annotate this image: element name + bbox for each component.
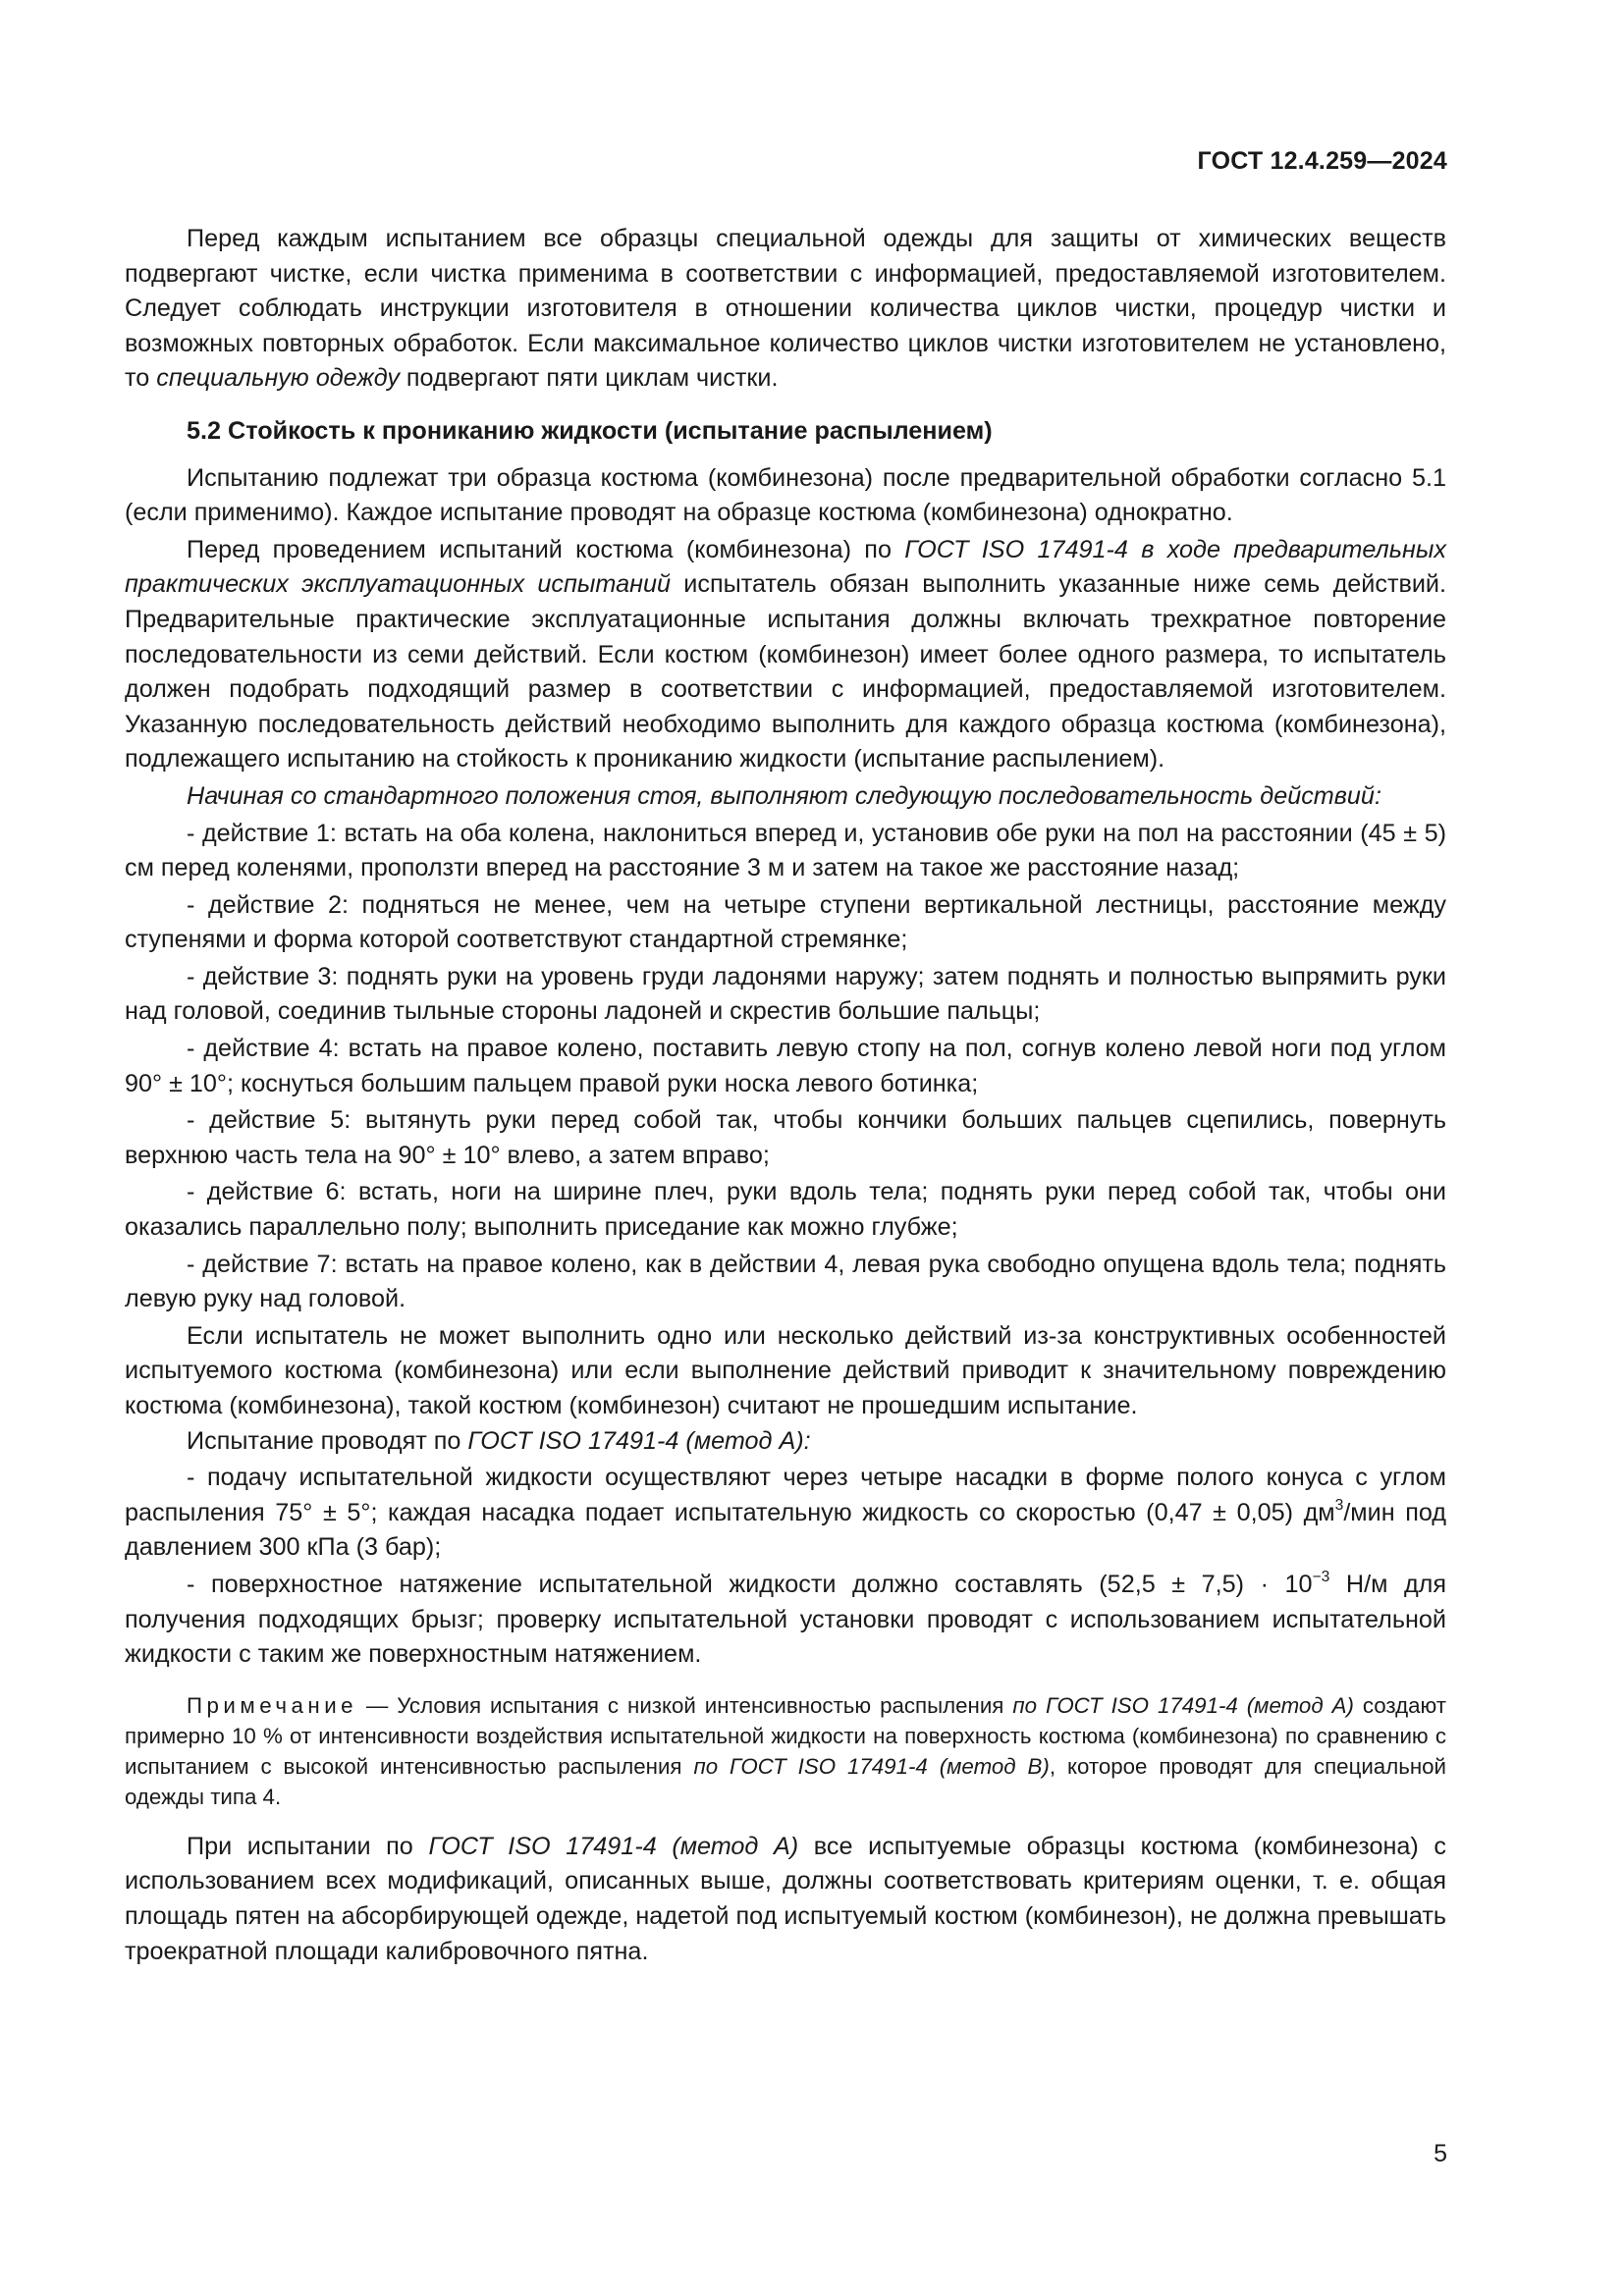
- list-item-action-7: - действие 7: встать на правое колено, как в действии 4, левая рука свободно опущена вдоль тела; поднять левую руку над головой.: [125, 1250, 1446, 1313]
- list-item-action-5: - действие 5: вытянуть руки перед собой так, чтобы кончики больших пальцев сцепились, повернуть верхнюю часть тела на 90° ± 10° влево, а затем вправо;: [125, 1106, 1446, 1169]
- note-block: Примечание — Условия испытания с низкой интенсивностью распыления по ГОСТ ISO 17491-4 (метод А) создают примерно 10 % от интенсивности воздействия испытательной жидкости на поверхность костюма (комбинезона) по сравнению с испытанием с высокой интенсивностью распыления по ГОСТ ISO 17491-4 (метод В), которое проводят для специальной одежды типа 4.: [125, 1692, 1446, 1809]
- list-item-condition-1: - подачу испытательной жидкости осуществляют через четыре насадки в форме полого конуса с углом распыления 75° ± 5°; каждая насадка подает испытательную жидкость со скоростью (0,47 ± 0,05) $дм^3$/мин под давлением 300 кПа (3 бар);: [125, 1464, 1446, 1562]
- paragraph-method: Испытание проводят по ГОСТ ISO 17491-4 (метод А):: [187, 1426, 811, 1455]
- paragraph-criteria: При испытании по ГОСТ ISO 17491-4 (метод А) все испытуемые образцы костюма (комбинезона) с использованием всех модификаций, описанных выше, должны соответствовать критериям оценки, т. е. общая площадь пятен на абсорбирующей одежде, надетой под испытуемый костюм (комбинезон), не должна превышать троекратной площади калибровочного пятна.: [125, 1832, 1446, 1965]
- paragraph-samples: Испытанию подлежат три образца костюма (комбинезона) после предварительной обработки согласно 5.1 (если применимо). Каждое испытание проводят на образце костюма (комбинезона) однократно.: [125, 463, 1446, 527]
- list-item-action-2: - действие 2: подняться не менее, чем на четыре ступени вертикальной лестницы, расстояние между ступенями и форма которой соответствуют стандартной стремянке;: [125, 890, 1446, 954]
- list-item-action-1: - действие 1: встать на оба колена, наклониться вперед и, установив обе руки на пол на расстоянии (45 ± 5) см перед коленями, проползти вперед на расстояние 3 м и затем на такое же расстояние назад;: [125, 819, 1446, 882]
- paragraph-sequence-intro: Начиная со стандартного положения стоя, выполняют следующую последовательность действий:: [187, 781, 1381, 810]
- document-header: ГОСТ 12.4.259—2024: [1197, 147, 1447, 175]
- note-label: Примечание: [187, 1692, 358, 1718]
- section-heading: 5.2 Стойкость к прониканию жидкости (испытание распылением): [187, 416, 993, 445]
- document-body: [125, 222, 1446, 1969]
- page-number: 5: [1434, 2140, 1447, 2167]
- list-item-action-3: - действие 3: поднять руки на уровень груди ладонями наружу; затем поднять и полностью выпрямить руки над головой, соединив тыльные стороны ладоней и скрестив большие пальцы;: [125, 962, 1446, 1026]
- list-item-action-6: - действие 6: встать, ноги на ширине плеч, руки вдоль тела; поднять руки перед собой так, чтобы они оказались параллельно полу; выполнить приседание как можно глубже;: [125, 1178, 1446, 1242]
- paragraph-cleaning: Перед каждым испытанием все образцы специальной одежды для защиты от химических веществ подвергают чистке, если чистка применима в соответствии с информацией, предоставляемой изготовителем. Следует соблюдать инструкции изготовителя в отношении количества циклов чистки, процедур чистки и возможных повторных обработок. Если максимальное количество циклов чистки изготовителем не установлено, то специальную одежду подвергают пяти циклам чистки.: [125, 225, 1446, 393]
- list-item-action-4: - действие 4: встать на правое колено, поставить левую стопу на пол, согнув колено левой ноги под углом 90° ± 10°; коснуться большим пальцем правой руки носка левого ботинка;: [125, 1035, 1446, 1097]
- list-item-condition-2: - поверхностное натяжение испытательной жидкости должно составлять $(52,5 \pm 7,5) \cdot 10^{-3}$ Н/м для получения подходящих брызг; проверку испытательной установки проводят с использованием испытательной жидкости с таким же поверхностным натяжением.: [125, 1568, 1446, 1669]
- paragraph-failure: Если испытатель не может выполнить одно или несколько действий из-за конструктивных особенностей испытуемого костюма (комбинезона) или если выполнение действий приводит к значительному повреждению костюма (комбинезона), такой костюм (комбинезон) считают не прошедшим испытание.: [125, 1321, 1446, 1419]
- paragraph-preliminary-tests: Перед проведением испытаний костюма (комбинезона) по ГОСТ ISO 17491-4 в ходе предварительных практических эксплуатационных испытаний испытатель обязан выполнить указанные ниже семь действий. Предварительные практические эксплуатационные испытания должны включать трехкратное повторение последовательности из семи действий. Если костюм (комбинезон) имеет более одного размера, то испытатель должен подобрать подходящий размер в соответствии с информацией, предоставляемой изготовителем. Указанную последовательность действий необходимо выполнить для каждого образца костюма (комбинезона), подлежащего испытанию на стойкость к прониканию жидкости (испытание распылением).: [125, 535, 1447, 774]
